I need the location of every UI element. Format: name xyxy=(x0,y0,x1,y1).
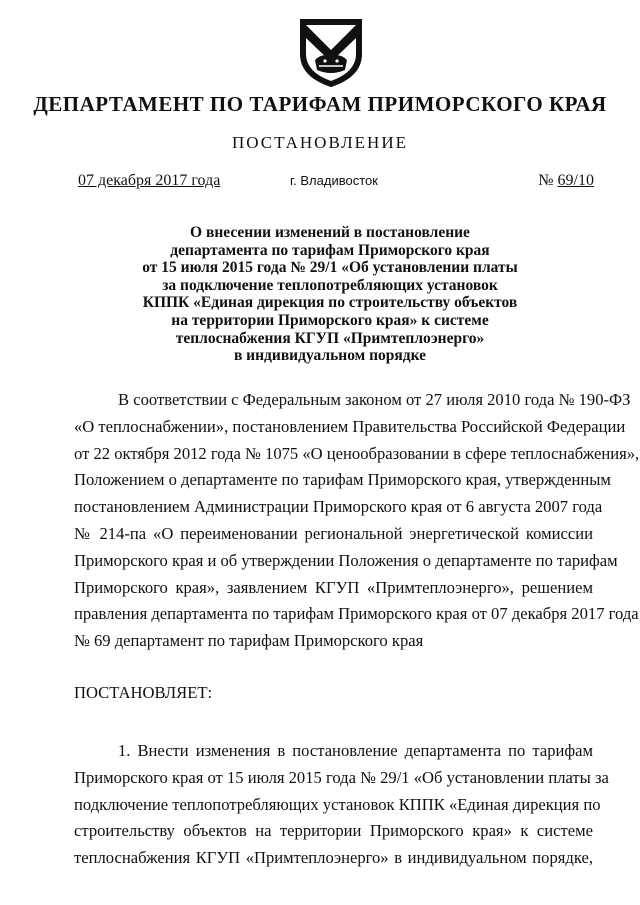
document-date: 07 декабря 2017 года xyxy=(78,172,221,189)
paragraph-line: 1. Внести изменения в постановление департамента по тарифам xyxy=(118,741,593,760)
coat-of-arms-graphic xyxy=(295,14,367,88)
resolves-heading: ПОСТАНОВЛЯЕТ: xyxy=(74,683,213,702)
resolution-paragraph xyxy=(74,738,609,872)
subject-line: теплоснабжения КГУП «Примтеплоэнерго» xyxy=(175,329,485,347)
subject-line: КППК «Единая дирекция по строительству объектов xyxy=(142,294,518,312)
paragraph-line: теплоснабжения КГУП «Примтеплоэнерго» в индивидуальном порядке, xyxy=(74,848,593,868)
document-number xyxy=(538,172,594,190)
paragraph-line: строительству объектов на территории Приморского края» к системе xyxy=(74,821,593,841)
paragraph-line: В соответствии с Федеральным законом от 27 июля 2010 года № 190-ФЗ xyxy=(118,390,631,409)
paragraph-line: Приморского края», заявлением КГУП «Примтеплоэнерго», решением xyxy=(74,577,593,597)
paragraph-line: Положением о департаменте по тарифам Приморского края, утвержденным xyxy=(74,470,611,490)
document-city: г. Владивосток xyxy=(290,173,378,188)
number-value: 69/10 xyxy=(557,172,594,189)
department-title: ДЕПАРТАМЕНТ ПО ТАРИФАМ ПРИМОРСКОГО КРАЯ xyxy=(33,92,607,116)
document-subject xyxy=(60,224,600,365)
subject-line: на территории Приморского края» к системе xyxy=(171,311,489,329)
preamble-paragraph xyxy=(74,387,640,655)
paragraph-line: правления департамента по тарифам Приморского края от 07 декабря 2017 года xyxy=(74,604,639,624)
paragraph-line: № 214-па «О переименовании региональной энергетической комиссии xyxy=(74,523,593,543)
subject-line: департамента по тарифам Приморского края xyxy=(170,241,490,259)
subject-line: О внесении изменений в постановление xyxy=(190,224,470,241)
paragraph-line: постановлением Администрации Приморского края от 6 августа 2007 года xyxy=(74,497,603,517)
subject-line: от 15 июля 2015 года № 29/1 «Об установлении платы xyxy=(142,259,518,277)
subject-line: за подключение теплопотребляющих установок xyxy=(162,276,498,294)
paragraph-line: от 22 октября 2012 года № 1075 «О ценообразовании в сфере теплоснабжения», xyxy=(74,443,640,463)
subject-line: в индивидуальном порядке xyxy=(233,347,427,365)
coat-of-arms-icon xyxy=(295,14,367,88)
paragraph-line: Приморского края и об утверждении Положения о департаменте по тарифам xyxy=(74,550,618,570)
paragraph-line: «О теплоснабжении», постановлением Правительства Российской Федерации xyxy=(74,416,626,436)
paragraph-line: подключение теплопотребляющих установок КППК «Единая дирекция по xyxy=(74,794,601,814)
number-prefix: № xyxy=(538,172,558,189)
paragraph-line: № 69 департамент по тарифам Приморского края xyxy=(74,631,424,651)
paragraph-line: Приморского края от 15 июля 2015 года № 29/1 «Об установлении платы за xyxy=(74,767,609,787)
document-type: ПОСТАНОВЛЕНИЕ xyxy=(231,133,408,152)
